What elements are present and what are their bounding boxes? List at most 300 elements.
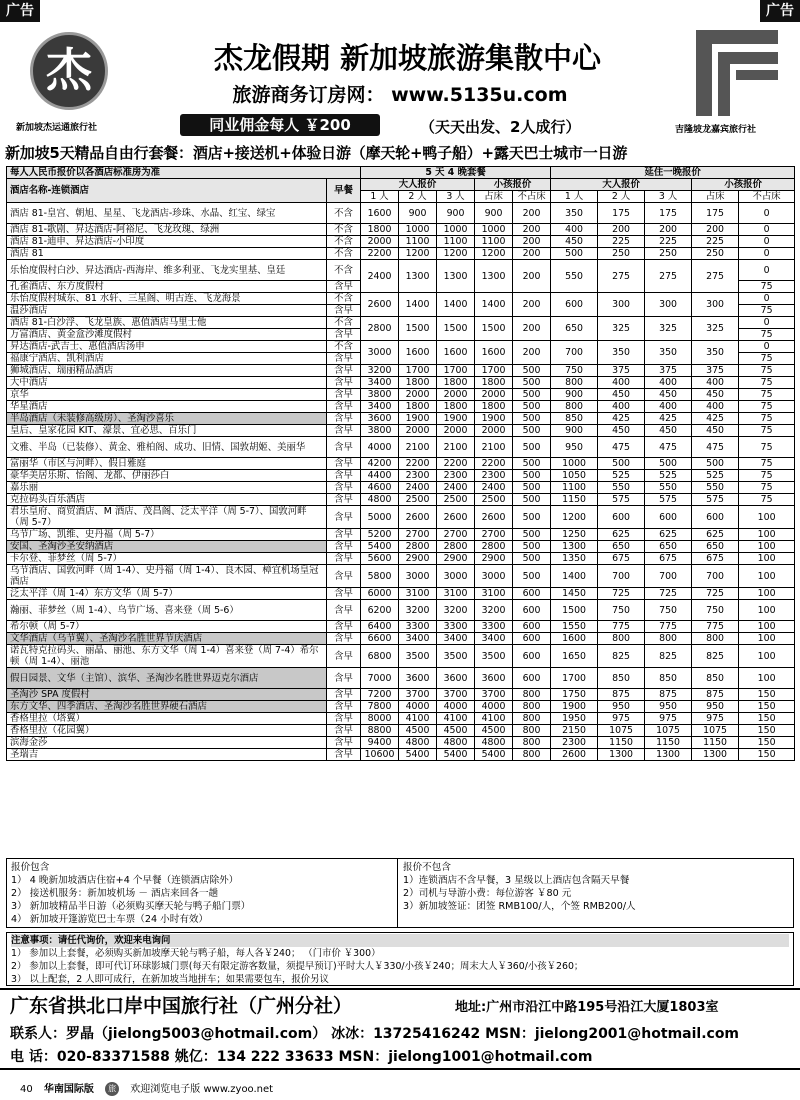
- hotel-name: 华星酒店: [7, 401, 327, 413]
- price-cell: 4800: [437, 737, 475, 749]
- price-cell: 3700: [437, 689, 475, 701]
- price-cell: 1800: [399, 377, 437, 389]
- breakfast-cell: 含早: [327, 458, 361, 470]
- price-cell: 4000: [437, 701, 475, 713]
- price-cell: 3500: [475, 645, 513, 668]
- footer-slogan[interactable]: 欢迎浏览电子版 www.zyoo.net: [130, 1084, 274, 1095]
- price-cell: 1950: [551, 713, 598, 725]
- price-cell: 1075: [645, 725, 692, 737]
- price-cell: 8000: [361, 713, 399, 725]
- price-cell: 550: [645, 482, 692, 494]
- price-cell: 2400: [437, 482, 475, 494]
- price-cell: 1150: [598, 737, 645, 749]
- col-2p: 2 人: [399, 191, 437, 203]
- price-cell: 2300: [551, 737, 598, 749]
- price-cell: 825: [598, 645, 645, 668]
- list-item: 2） 参加以上套餐，即可代订环球影城门票(每天有限定游客数量，须提早预订)平时大人￥330/小孩￥240；周末大人￥360/小孩￥260；: [11, 961, 584, 972]
- price-cell: 575: [598, 494, 645, 506]
- price-cell: 150: [739, 737, 795, 749]
- table-row: [7, 506, 795, 529]
- price-cell: 575: [645, 494, 692, 506]
- price-cell: 525: [692, 470, 739, 482]
- price-cell: 550: [551, 260, 598, 293]
- hotel-name: 乐怡度假村白沙、昇达酒店-西海岸、维多利亚、飞龙实里基、皇廷: [7, 260, 327, 281]
- price-cell: 750: [598, 600, 645, 621]
- hotel-name: 酒店 81-迪申、昇达酒店-小印度: [7, 236, 327, 248]
- breakfast-cell: 含早: [327, 281, 361, 293]
- price-cell: 0: [739, 236, 795, 248]
- price-cell: 500: [513, 389, 551, 401]
- price-cell: 500: [513, 506, 551, 529]
- price-cell: 600: [513, 588, 551, 600]
- price-cell: 75: [739, 377, 795, 389]
- price-cell: 700: [598, 565, 645, 588]
- price-cell: 2200: [399, 458, 437, 470]
- price-cell: 75: [739, 458, 795, 470]
- hotel-name: 狮城酒店、瑞丽精品酒店: [7, 365, 327, 377]
- price-cell: 2150: [551, 725, 598, 737]
- breakfast-cell: 含早: [327, 588, 361, 600]
- list-item: 1） 4 晚新加坡酒店住宿+4 个早餐（连锁酒店除外）: [11, 875, 239, 886]
- price-cell: 1300: [475, 260, 513, 293]
- price-cell: 3100: [437, 588, 475, 600]
- price-cell: 1300: [692, 749, 739, 761]
- table-row: [7, 482, 795, 494]
- price-cell: 1800: [437, 401, 475, 413]
- table-row: [7, 389, 795, 401]
- breakfast-cell: 含早: [327, 353, 361, 365]
- price-cell: 2400: [399, 482, 437, 494]
- price-cell: 450: [551, 236, 598, 248]
- price-cell: 75: [739, 365, 795, 377]
- price-cell: 7800: [361, 701, 399, 713]
- group-extension: 延住一晚报价: [551, 167, 795, 179]
- price-cell: 2700: [437, 529, 475, 541]
- breakfast-cell: 不含: [327, 224, 361, 236]
- hotel-name: 昇达酒店-武吉士、惠值酒店汤申: [7, 341, 327, 353]
- price-cell: 1600: [437, 341, 475, 365]
- company-logo: 杰: [30, 32, 108, 110]
- price-cell: 6600: [361, 633, 399, 645]
- inclusions-title: 报价包含: [11, 862, 50, 873]
- price-cell: 4000: [361, 437, 399, 458]
- breakfast-cell: 不含: [327, 203, 361, 224]
- hotel-name: 京华: [7, 389, 327, 401]
- price-cell: 100: [739, 600, 795, 621]
- price-cell: 1550: [551, 621, 598, 633]
- price-cell: 975: [598, 713, 645, 725]
- breakfast-cell: 含早: [327, 413, 361, 425]
- price-cell: 0: [739, 341, 795, 353]
- price-cell: 3300: [399, 621, 437, 633]
- table-row: [7, 668, 795, 689]
- table-row: [7, 713, 795, 725]
- price-cell: 2500: [437, 494, 475, 506]
- price-cell: 900: [399, 203, 437, 224]
- breakfast-cell: 含早: [327, 621, 361, 633]
- price-cell: 1600: [361, 203, 399, 224]
- price-cell: 1900: [475, 413, 513, 425]
- website-line[interactable]: 旅游商务订房网： www.5135u.com: [232, 84, 568, 106]
- price-cell: 6200: [361, 600, 399, 621]
- list-item: 2） 接送机服务：新加坡机场 － 酒店来回各一趟: [11, 888, 219, 899]
- col-1p: 1 人: [551, 191, 598, 203]
- price-cell: 775: [598, 621, 645, 633]
- price-cell: 4000: [399, 701, 437, 713]
- price-cell: 1600: [551, 633, 598, 645]
- price-cell: 4800: [475, 737, 513, 749]
- table-row: [7, 689, 795, 701]
- package-title: 新加坡5天精品自由行套餐：酒店+接送机+体验日游（摩天轮+鸭子船）+露天巴士城市一日游: [5, 144, 628, 162]
- price-cell: 575: [692, 494, 739, 506]
- price-cell: 400: [598, 401, 645, 413]
- price-cell: 2800: [475, 541, 513, 553]
- price-cell: 525: [645, 470, 692, 482]
- price-cell: 5200: [361, 529, 399, 541]
- price-cell: 675: [692, 553, 739, 565]
- price-cell: 400: [645, 401, 692, 413]
- price-cell: 750: [645, 600, 692, 621]
- price-cell: 0: [739, 260, 795, 281]
- price-cell: 1750: [551, 689, 598, 701]
- price-cell: 225: [598, 236, 645, 248]
- price-cell: 1450: [551, 588, 598, 600]
- list-item: 2）司机与导游小费：每位游客 ￥80 元: [403, 888, 572, 899]
- price-cell: 1150: [645, 737, 692, 749]
- hotel-name: 安国、圣淘沙圣安纳酒店: [7, 541, 327, 553]
- hotel-name: 泛太平洋（周 1-4）东方文华（周 5-7）: [7, 588, 327, 600]
- price-cell: 875: [598, 689, 645, 701]
- price-cell: 75: [739, 470, 795, 482]
- price-cell: 325: [645, 317, 692, 341]
- price-cell: 500: [513, 470, 551, 482]
- price-cell: 2700: [399, 529, 437, 541]
- price-cell: 875: [692, 689, 739, 701]
- price-cell: 3200: [475, 600, 513, 621]
- price-cell: 425: [692, 413, 739, 425]
- ad-tag-left: 广告: [0, 0, 40, 22]
- price-cell: 1900: [437, 413, 475, 425]
- price-cell: 900: [475, 203, 513, 224]
- price-cell: 850: [551, 413, 598, 425]
- hotel-name: 大中酒店: [7, 377, 327, 389]
- breakfast-cell: 含早: [327, 553, 361, 565]
- agency-name: 广东省拱北口岸中国旅行社（广州分社）: [10, 995, 353, 1017]
- adult-price-b: 大人报价: [551, 179, 692, 191]
- price-cell: 2000: [399, 425, 437, 437]
- hotel-name: 圣淘沙 SPA 度假村: [7, 689, 327, 701]
- price-cell: 3400: [437, 633, 475, 645]
- price-cell: 75: [739, 329, 795, 341]
- price-cell: 1000: [437, 224, 475, 236]
- price-cell: 100: [739, 668, 795, 689]
- table-row: [7, 541, 795, 553]
- table-row: [7, 725, 795, 737]
- breakfast-cell: 含早: [327, 425, 361, 437]
- price-cell: 2800: [399, 541, 437, 553]
- price-cell: 1075: [692, 725, 739, 737]
- price-cell: 800: [513, 689, 551, 701]
- price-cell: 2600: [475, 506, 513, 529]
- price-cell: 2200: [437, 458, 475, 470]
- price-cell: 1400: [475, 293, 513, 317]
- divider: [397, 859, 398, 927]
- hotel-name: 皇后、皇家花园 KIT、濠景、宜必思、百乐门: [7, 425, 327, 437]
- price-cell: 75: [739, 305, 795, 317]
- hotel-name: 圣瑞吉: [7, 749, 327, 761]
- price-cell: 875: [645, 689, 692, 701]
- price-cell: 1250: [551, 529, 598, 541]
- price-cell: 450: [692, 389, 739, 401]
- price-cell: 800: [598, 633, 645, 645]
- inclusions-box: [6, 858, 794, 928]
- hotel-name: 文华酒店（乌节翼）、圣淘沙名胜世界节庆酒店: [7, 633, 327, 645]
- price-cell: 500: [513, 401, 551, 413]
- price-cell: 1900: [399, 413, 437, 425]
- breakfast-cell: 不含: [327, 236, 361, 248]
- price-cell: 1000: [475, 224, 513, 236]
- breakfast-cell: 不含: [327, 248, 361, 260]
- price-cell: 75: [739, 482, 795, 494]
- hotel-name: 万富酒店、黄金盒沙滩度假村: [7, 329, 327, 341]
- price-cell: 3400: [399, 633, 437, 645]
- table-row: [7, 293, 795, 305]
- price-cell: 675: [598, 553, 645, 565]
- price-cell: 350: [645, 341, 692, 365]
- price-cell: 1300: [399, 260, 437, 293]
- price-cell: 775: [692, 621, 739, 633]
- price-cell: 975: [692, 713, 739, 725]
- breakfast-cell: 不含: [327, 317, 361, 329]
- price-cell: 0: [739, 203, 795, 224]
- breakfast-cell: 含早: [327, 377, 361, 389]
- table-row: [7, 458, 795, 470]
- price-cell: 75: [739, 494, 795, 506]
- price-cell: 3400: [361, 401, 399, 413]
- price-cell: 100: [739, 529, 795, 541]
- ad-tag-right: 广告: [760, 0, 800, 22]
- price-cell: 1300: [551, 541, 598, 553]
- price-cell: 400: [598, 377, 645, 389]
- contact-line-2[interactable]: 电 话：020-83371588 姚亿：134 222 33633 MSN：jielong1001@hotmail.com: [10, 1049, 593, 1065]
- price-cell: 500: [645, 458, 692, 470]
- price-cell: 500: [513, 553, 551, 565]
- price-cell: 100: [739, 565, 795, 588]
- breakfast-cell: 含早: [327, 506, 361, 529]
- price-cell: 175: [598, 203, 645, 224]
- price-cell: 2400: [361, 260, 399, 293]
- price-cell: 2000: [361, 236, 399, 248]
- price-cell: 400: [692, 401, 739, 413]
- hotel-name: 卡尔登、菲梦丝（周 5-7）: [7, 553, 327, 565]
- price-cell: 300: [645, 293, 692, 317]
- price-cell: 800: [513, 713, 551, 725]
- breakfast-cell: 含早: [327, 565, 361, 588]
- table-row: [7, 413, 795, 425]
- price-cell: 2000: [475, 425, 513, 437]
- price-cell: 800: [551, 377, 598, 389]
- price-cell: 2900: [475, 553, 513, 565]
- price-cell: 2000: [437, 389, 475, 401]
- price-cell: 325: [692, 317, 739, 341]
- price-cell: 5400: [361, 541, 399, 553]
- price-cell: 2100: [475, 437, 513, 458]
- price-cell: 500: [692, 458, 739, 470]
- hotel-name: 酒店 81-白沙浮、飞龙皇族、惠值酒店马里士他: [7, 317, 327, 329]
- price-cell: 1700: [551, 668, 598, 689]
- price-cell: 850: [645, 668, 692, 689]
- table-row: [7, 365, 795, 377]
- breakfast-cell: 含早: [327, 600, 361, 621]
- price-cell: 600: [551, 293, 598, 317]
- price-cell: 225: [692, 236, 739, 248]
- hotel-name: 瀚丽、菲梦丝（周 1-4）、乌节广场、喜来登（周 5-6）: [7, 600, 327, 621]
- price-cell: 150: [739, 689, 795, 701]
- price-cell: 950: [551, 437, 598, 458]
- price-cell: 500: [513, 565, 551, 588]
- price-cell: 4100: [399, 713, 437, 725]
- price-cell: 475: [598, 437, 645, 458]
- price-cell: 800: [513, 749, 551, 761]
- price-cell: 250: [645, 248, 692, 260]
- price-cell: 5000: [361, 506, 399, 529]
- price-cell: 2300: [475, 470, 513, 482]
- price-cell: 4100: [437, 713, 475, 725]
- price-cell: 825: [645, 645, 692, 668]
- price-cell: 1500: [399, 317, 437, 341]
- breakfast-cell: 含早: [327, 529, 361, 541]
- price-cell: 275: [645, 260, 692, 293]
- table-row: [7, 621, 795, 633]
- price-cell: 5800: [361, 565, 399, 588]
- price-cell: 500: [513, 437, 551, 458]
- price-cell: 725: [645, 588, 692, 600]
- price-cell: 200: [598, 224, 645, 236]
- hotel-name: 孔雀酒店、东方度假村: [7, 281, 327, 293]
- price-cell: 1800: [475, 377, 513, 389]
- price-cell: 725: [692, 588, 739, 600]
- commission-badge: 同业佣金每人 ￥200: [180, 114, 380, 136]
- price-cell: 400: [551, 224, 598, 236]
- price-cell: 75: [739, 401, 795, 413]
- table-row: [7, 377, 795, 389]
- price-cell: 4800: [399, 737, 437, 749]
- price-cell: 800: [513, 725, 551, 737]
- price-cell: 500: [513, 529, 551, 541]
- hotel-name: 福康宁酒店、凯利酒店: [7, 353, 327, 365]
- price-cell: 450: [598, 389, 645, 401]
- hotel-name: 克拉码头百乐酒店: [7, 494, 327, 506]
- price-cell: 1500: [551, 600, 598, 621]
- price-cell: 3300: [475, 621, 513, 633]
- price-cell: 1800: [399, 401, 437, 413]
- hotel-name: 乐怡度假村城东、81 水轩、三星阁、明古连、飞龙海景: [7, 293, 327, 305]
- breakfast-cell: 含早: [327, 541, 361, 553]
- price-cell: 800: [692, 633, 739, 645]
- table-row: [7, 401, 795, 413]
- price-cell: 650: [645, 541, 692, 553]
- breakfast-cell: 含早: [327, 329, 361, 341]
- breakfast-cell: 含早: [327, 401, 361, 413]
- hotel-name: 酒店 81-歌剧、昇达酒店-阿裕尼、飞龙玫瑰、绿洲: [7, 224, 327, 236]
- table-row: [7, 236, 795, 248]
- breakfast-cell: 含早: [327, 668, 361, 689]
- hotel-name: 香格里拉（花园翼）: [7, 725, 327, 737]
- price-cell: 8800: [361, 725, 399, 737]
- price-cell: 3600: [437, 668, 475, 689]
- table-row: [7, 437, 795, 458]
- price-cell: 1050: [551, 470, 598, 482]
- divider: [0, 988, 800, 990]
- breakfast-cell: 含早: [327, 365, 361, 377]
- price-cell: 1400: [399, 293, 437, 317]
- price-cell: 175: [645, 203, 692, 224]
- price-cell: 425: [645, 413, 692, 425]
- price-cell: 2900: [399, 553, 437, 565]
- col-nobed: 不占床: [739, 191, 795, 203]
- child-price-b: 小孩报价: [692, 179, 795, 191]
- price-cell: 75: [739, 281, 795, 293]
- breakfast-cell: 含早: [327, 437, 361, 458]
- price-cell: 375: [645, 365, 692, 377]
- price-cell: 1000: [551, 458, 598, 470]
- price-cell: 100: [739, 621, 795, 633]
- price-cell: 2600: [437, 506, 475, 529]
- breakfast-cell: 含早: [327, 305, 361, 317]
- price-cell: 725: [598, 588, 645, 600]
- list-item: 3） 新加坡精品半日游（必须购买摩天轮与鸭子船门票）: [11, 901, 251, 912]
- price-cell: 950: [598, 701, 645, 713]
- price-cell: 500: [551, 248, 598, 260]
- price-cell: 1500: [437, 317, 475, 341]
- price-cell: 2700: [475, 529, 513, 541]
- hotel-name: 乌节酒店、国敦河畔（周 1-4）、史丹福（周 1-4）、良木园、樟宜机场皇冠酒店: [7, 565, 327, 588]
- price-cell: 1700: [437, 365, 475, 377]
- price-cell: 5400: [399, 749, 437, 761]
- price-cell: 700: [692, 565, 739, 588]
- exclusions-list: [403, 861, 791, 913]
- breakfast-cell: 不含: [327, 260, 361, 281]
- price-cell: 0: [739, 248, 795, 260]
- price-cell: 250: [598, 248, 645, 260]
- price-cell: 4600: [361, 482, 399, 494]
- table-row: [7, 425, 795, 437]
- price-cell: 650: [551, 317, 598, 341]
- price-cell: 1100: [551, 482, 598, 494]
- list-item: 3）新加坡签证：团签 RMB100/人，个签 RMB200/人: [403, 901, 636, 912]
- price-cell: 6000: [361, 588, 399, 600]
- col-3p: 3 人: [645, 191, 692, 203]
- price-cell: 2300: [437, 470, 475, 482]
- price-cell: 1700: [399, 365, 437, 377]
- hotel-name: 文雅、半岛（已装修）、黄金、雅柏阁、成功、旧情、国敦胡姬、美丽华: [7, 437, 327, 458]
- price-cell: 500: [513, 425, 551, 437]
- notes-title: 注意事项：请任代询价，欢迎来电询问: [11, 934, 789, 947]
- price-cell: 7200: [361, 689, 399, 701]
- price-cell: 200: [513, 317, 551, 341]
- contact-line-1[interactable]: 联系人：罗晶（jielong5003@hotmail.com） 冰冰：13725416242 MSN：jielong2001@hotmail.com: [10, 1026, 740, 1042]
- price-cell: 2000: [437, 425, 475, 437]
- price-cell: 400: [645, 377, 692, 389]
- price-cell: 3700: [399, 689, 437, 701]
- price-cell: 1075: [598, 725, 645, 737]
- price-cell: 1500: [475, 317, 513, 341]
- price-cell: 1400: [437, 293, 475, 317]
- price-cell: 200: [513, 341, 551, 365]
- price-cell: 75: [739, 437, 795, 458]
- price-cell: 475: [692, 437, 739, 458]
- price-cell: 4500: [399, 725, 437, 737]
